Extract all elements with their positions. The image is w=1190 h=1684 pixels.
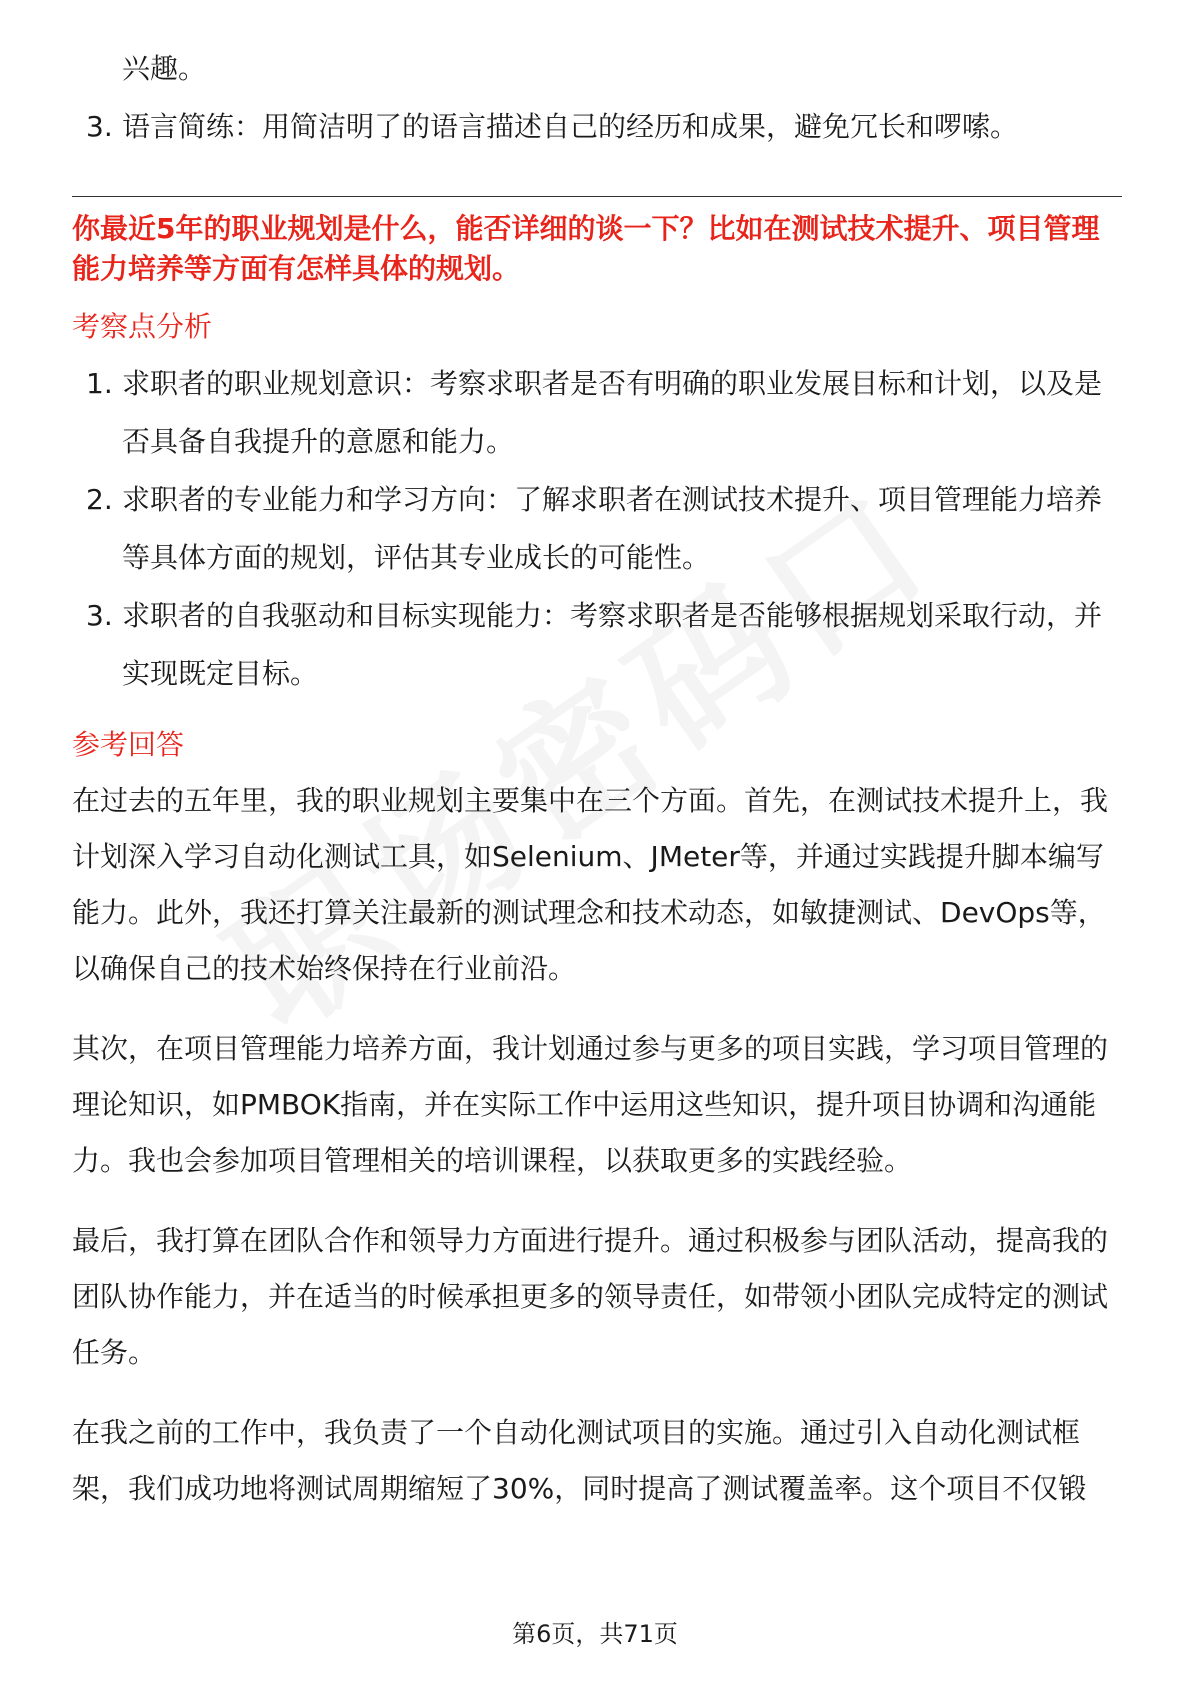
list-number: 2. (86, 483, 113, 516)
answer-paragraph: 最后，我打算在团队合作和领导力方面进行提升。通过积极参与团队活动，提高我的团队协作能力，并在适当的时候承担更多的领导责任，如带领小团队完成特定的测试任务。 (72, 1224, 1109, 1369)
analysis-list (72, 355, 1122, 703)
continuation-text: 兴趣。 (122, 52, 207, 85)
list-number: 3. (86, 110, 113, 143)
section-divider (72, 196, 1122, 197)
list-item (72, 355, 1122, 471)
answer-paragraph: 在我之前的工作中，我负责了一个自动化测试项目的实施。通过引入自动化测试框架，我们成功地将测试周期缩短了30%，同时提高了测试覆盖率。这个项目不仅锻 (72, 1416, 1087, 1505)
answer-paragraph: 其次，在项目管理能力培养方面，我计划通过参与更多的项目实践，学习项目管理的理论知识，如PMBOK指南，并在实际工作中运用这些知识，提升项目协调和沟通能力。我也会参加项目管理相关的培训课程，以获取更多的实践经验。 (72, 1032, 1109, 1177)
answer-paragraph: 在过去的五年里，我的职业规划主要集中在三个方面。首先，在测试技术提升上，我计划深入学习自动化测试工具，如Selenium、JMeter等，并通过实践提升脚本编写能力。此外，我还打算关注最新的测试理念和技术动态，如敏捷测试、DevOps等，以确保自己的技术始终保持在行业前沿。 (72, 784, 1109, 985)
question-heading: 你最近5年的职业规划是什么，能否详细的谈一下？比如在测试技术提升、项目管理能力培养等方面有怎样具体的规划。 (72, 212, 1100, 285)
list-text: 求职者的自我驱动和目标实现能力：考察求职者是否能够根据规划采取行动，并实现既定目标。 (122, 599, 1103, 690)
page-number-footer: 第6页，共71页 (512, 1620, 678, 1648)
page-content (72, 40, 1122, 1541)
list-text: 语言简练：用简洁明了的语言描述自己的经历和成果，避免冗长和啰嗦。 (122, 110, 1019, 143)
list-number: 1. (86, 367, 113, 400)
list-item (72, 587, 1122, 703)
list-item (72, 98, 1122, 156)
list-number: 3. (86, 599, 113, 632)
list-item (72, 471, 1122, 587)
answer-heading: 参考回答 (72, 728, 185, 761)
list-text: 求职者的专业能力和学习方向：了解求职者在测试技术提升、项目管理能力培养等具体方面的规划，评估其专业成长的可能性。 (122, 483, 1103, 574)
list-text: 求职者的职业规划意识：考察求职者是否有明确的职业发展目标和计划，以及是否具备自我提升的意愿和能力。 (122, 367, 1103, 458)
analysis-heading: 考察点分析 (72, 310, 213, 343)
top-list (72, 98, 1122, 156)
